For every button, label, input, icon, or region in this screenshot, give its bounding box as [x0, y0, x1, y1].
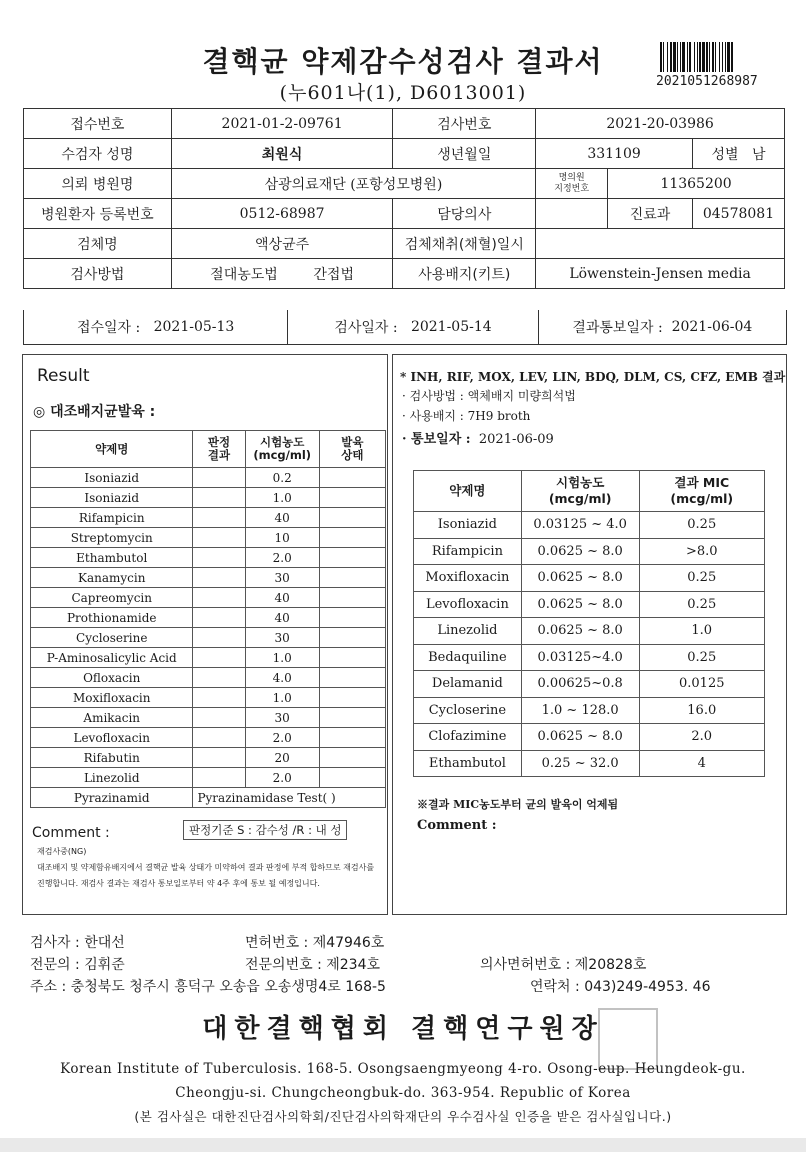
mic-row [414, 538, 765, 565]
mic-cell-mic: 4 [639, 750, 764, 777]
dob-label: 생년월일 [393, 139, 536, 169]
specimen: 액상균주 [171, 229, 393, 259]
cell-conc: 1.0 [245, 648, 319, 668]
mic-cell-mic: 0.25 [639, 512, 764, 539]
table-row [31, 728, 386, 748]
media: Löwenstein-Jensen media [536, 259, 785, 289]
patient-reg: 0512-68987 [171, 199, 393, 229]
institute-name: 대한결핵협회 결핵연구원장 [202, 1014, 604, 1044]
received-value: 2021-05-13 [153, 319, 235, 335]
mic-cell-drug: Bedaquiline [414, 644, 522, 671]
method [171, 259, 393, 289]
mic-row [414, 724, 765, 751]
mic-cell-range: 0.03125~4.0 [521, 644, 639, 671]
table-row [31, 708, 386, 728]
doctor [536, 199, 608, 229]
cell-conc: 4.0 [245, 668, 319, 688]
document-title: 결핵균 약제감수성검사 결과서 [202, 45, 604, 78]
mic-cell-mic: 1.0 [639, 618, 764, 645]
cell-drug: Ofloxacin [31, 668, 193, 688]
cell-drug: Isoniazid [31, 468, 193, 488]
tested-value: 2021-05-14 [410, 319, 492, 335]
mic-cell-drug: Cycloserine [414, 697, 522, 724]
cell-conc: 0.2 [245, 468, 319, 488]
cell-growth [319, 468, 385, 488]
cell-result [193, 748, 245, 768]
right-comment-label: Comment : [417, 818, 497, 833]
cell-result [193, 628, 245, 648]
cell-conc: 2.0 [245, 768, 319, 788]
designation-label-1: 명의원 [558, 172, 585, 183]
table-row [31, 748, 386, 768]
col-concentration: 시험농도 (mcg/ml) [245, 431, 319, 468]
license-no: 면허번호 : 제47946호 [245, 935, 385, 951]
cell-drug: Moxifloxacin [31, 688, 193, 708]
cell-growth [319, 568, 385, 588]
cell-result [193, 608, 245, 628]
mic-cell-mic: 0.0125 [639, 671, 764, 698]
cell-conc: 2.0 [245, 728, 319, 748]
cell-result [193, 528, 245, 548]
reported-date [539, 310, 786, 344]
col-growth: 발육 상태 [319, 431, 385, 468]
cell-growth [319, 548, 385, 568]
mic-row [414, 512, 765, 539]
designation-no: 11365200 [608, 169, 785, 199]
dept-label: 진료과 [608, 199, 693, 229]
bottom-margin [0, 1138, 806, 1152]
mic-cell-mic: >8.0 [639, 538, 764, 565]
mic-cell-range: 0.03125 ~ 4.0 [521, 512, 639, 539]
mic-col-range: 시험농도 (mcg/ml) [521, 471, 639, 512]
cell-growth [319, 628, 385, 648]
table-row [31, 688, 386, 708]
cell-result [193, 708, 245, 728]
cell-conc: 10 [245, 528, 319, 548]
cell-drug: Kanamycin [31, 568, 193, 588]
report-date-line [402, 428, 554, 447]
cell-conc: 1.0 [245, 688, 319, 708]
cell-drug: Streptomycin [31, 528, 193, 548]
table-row [31, 548, 386, 568]
patient-name: 최원식 [171, 139, 393, 169]
sex-label: 성별 [711, 146, 739, 163]
cell-conc: 40 [245, 508, 319, 528]
mic-row [414, 750, 765, 777]
cell-growth [319, 488, 385, 508]
pyrazinamid-cell: Pyrazinamid [31, 788, 193, 808]
receipt-no-label: 접수번호 [24, 109, 172, 139]
contact: 연락처 : 043)249-4953. 46 [530, 979, 711, 995]
table-row [31, 628, 386, 648]
judgement-legend: 판정기준 S : 감수성 /R : 내 성 [183, 820, 347, 840]
col-drug: 약제명 [31, 431, 193, 468]
cell-conc: 40 [245, 588, 319, 608]
cell-result [193, 668, 245, 688]
cell-drug: P-Aminosalicylic Acid [31, 648, 193, 668]
mic-row [414, 671, 765, 698]
test-no-label: 검사번호 [393, 109, 536, 139]
mic-cell-range: 0.0625 ~ 8.0 [521, 591, 639, 618]
dob: 331109 [536, 139, 693, 169]
institute-address-en-1: Korean Institute of Tuberculosis. 168-5. Osongsaengmyeong 4-ro. Osong-eup. Heungdeok-gu. [60, 1061, 746, 1077]
mic-row [414, 591, 765, 618]
reported-value: 2021-06-04 [671, 319, 753, 335]
retest-text: 대조배지 및 약제함유배지에서 결핵균 발육 상태가 미약하여 결과 판정에 부적 합하므로 재검사를 진행합니다. 재검사 결과는 재검사 통보일로부터 약 4주 후에 통보 될 예정입니다. [37, 863, 375, 888]
mic-col-drug: 약제명 [414, 471, 522, 512]
method-2: 간접법 [313, 266, 354, 283]
cell-result [193, 548, 245, 568]
cell-result [193, 768, 245, 788]
table-row [31, 648, 386, 668]
cell-result [193, 508, 245, 528]
left-comment-label: Comment : [32, 825, 110, 841]
cell-growth [319, 608, 385, 628]
received-date [24, 310, 288, 344]
pyrazinamidase-cell: Pyrazinamidase Test( ) [193, 788, 386, 808]
mic-cell-mic: 2.0 [639, 724, 764, 751]
mic-cell-mic: 0.25 [639, 565, 764, 592]
media-line: · 사용배지 : 7H9 broth [402, 409, 531, 423]
cell-drug: Amikacin [31, 708, 193, 728]
mic-cell-mic: 0.25 [639, 591, 764, 618]
mic-cell-range: 0.0625 ~ 8.0 [521, 724, 639, 751]
table-row [31, 768, 386, 788]
address: 주소 : 충청북도 청주시 흥덕구 오송읍 오송생명4로 168-5 [30, 979, 386, 995]
mic-cell-range: 1.0 ~ 128.0 [521, 697, 639, 724]
mic-row [414, 618, 765, 645]
mic-cell-drug: Levofloxacin [414, 591, 522, 618]
retest-title: 재검사중(NG) [37, 847, 87, 856]
cell-growth [319, 728, 385, 748]
mic-cell-drug: Clofazimine [414, 724, 522, 751]
mic-cell-drug: Moxifloxacin [414, 565, 522, 592]
cell-conc: 30 [245, 628, 319, 648]
cell-growth [319, 768, 385, 788]
dept: 04578081 [692, 199, 784, 229]
collection [536, 229, 785, 259]
mic-cell-range: 0.00625~0.8 [521, 671, 639, 698]
report-label: · 통보일자 : [402, 432, 471, 447]
cell-result [193, 688, 245, 708]
cell-growth [319, 508, 385, 528]
specimen-label: 검체명 [24, 229, 172, 259]
document-code: (누601나(1), D6013001) [279, 82, 527, 104]
method-label: 검사방법 [24, 259, 172, 289]
tested-label: 검사일자 : [334, 320, 398, 336]
control-growth-title: ◎ 대조배지균발육 : [33, 404, 156, 420]
media-label: 사용배지(키트) [393, 259, 536, 289]
hospital-label: 의뢰 병원명 [24, 169, 172, 199]
table-row [31, 468, 386, 488]
designation-label-2: 지정번호 [554, 183, 590, 194]
cell-growth [319, 588, 385, 608]
mic-footnote: ※결과 MIC농도부터 균의 발육이 억제됨 [417, 798, 619, 811]
received-label: 접수일자 : [76, 320, 141, 336]
patient-name-label: 수검자 성명 [24, 139, 172, 169]
mic-cell-drug: Isoniazid [414, 512, 522, 539]
method-line: · 검사방법 : 액체배지 미량희석법 [402, 389, 576, 403]
dates-row [23, 310, 787, 345]
cell-conc: 20 [245, 748, 319, 768]
patient-reg-label: 병원환자 등록번호 [24, 199, 172, 229]
mic-cell-drug: Ethambutol [414, 750, 522, 777]
certification-note: (본 검사실은 대한진단검사의학회/진단검사의학재단의 우수검사실 인증을 받은 검사실입니다.) [134, 1109, 672, 1124]
barcode-number: 2021051268987 [656, 74, 758, 89]
collection-label: 검체채취(채혈)일시 [393, 229, 536, 259]
specialist-no: 전문의번호 : 제234호 [245, 957, 381, 973]
cell-growth [319, 668, 385, 688]
cell-result [193, 728, 245, 748]
mic-col-result: 결과 MIC (mcg/ml) [639, 471, 764, 512]
barcode [660, 42, 778, 72]
cell-result [193, 588, 245, 608]
cell-conc: 30 [245, 708, 319, 728]
mic-cell-mic: 0.25 [639, 644, 764, 671]
doctor-label: 담당의사 [393, 199, 536, 229]
mic-cell-range: 0.0625 ~ 8.0 [521, 565, 639, 592]
cell-result [193, 488, 245, 508]
designation-label [536, 169, 608, 199]
method-1: 절대농도법 [210, 266, 278, 283]
table-row [31, 488, 386, 508]
cell-drug: Ethambutol [31, 548, 193, 568]
cell-drug: Levofloxacin [31, 728, 193, 748]
cell-result [193, 568, 245, 588]
mic-table [413, 470, 765, 777]
cell-result [193, 648, 245, 668]
result-label: Result [37, 366, 90, 386]
sex: 남 [751, 146, 766, 163]
doctor-license-no: 의사면허번호 : 제20828호 [480, 957, 647, 973]
examiner: 검사자 : 한대선 [30, 935, 125, 951]
tested-date [288, 310, 538, 344]
absolute-concentration-table [30, 430, 386, 808]
cell-conc: 30 [245, 568, 319, 588]
hospital: 삼광의료재단 (포항성모병원) [171, 169, 535, 199]
cell-conc: 40 [245, 608, 319, 628]
patient-info-table [23, 108, 785, 289]
mic-cell-mic: 16.0 [639, 697, 764, 724]
cell-growth [319, 648, 385, 668]
table-row [31, 668, 386, 688]
cell-growth [319, 708, 385, 728]
tested-drugs-line: * INH, RIF, MOX, LEV, LIN, BDQ, DLM, CS, CFZ, EMB 결과 [400, 370, 786, 384]
cell-drug: Capreomycin [31, 588, 193, 608]
cell-result [193, 468, 245, 488]
col-result: 판정 결과 [193, 431, 245, 468]
cell-growth [319, 528, 385, 548]
cell-drug: Isoniazid [31, 488, 193, 508]
cell-drug: Rifampicin [31, 508, 193, 528]
table-row [31, 588, 386, 608]
cell-drug: Cycloserine [31, 628, 193, 648]
mic-cell-range: 0.0625 ~ 8.0 [521, 618, 639, 645]
receipt-no: 2021-01-2-09761 [171, 109, 393, 139]
cell-growth [319, 688, 385, 708]
sex-cell [692, 139, 784, 169]
cell-drug: Rifabutin [31, 748, 193, 768]
mic-cell-range: 0.25 ~ 32.0 [521, 750, 639, 777]
mic-cell-drug: Rifampicin [414, 538, 522, 565]
table-row [31, 568, 386, 588]
mic-cell-drug: Delamanid [414, 671, 522, 698]
cell-drug: Linezolid [31, 768, 193, 788]
mic-cell-drug: Linezolid [414, 618, 522, 645]
specialist: 전문의 : 김휘준 [30, 957, 125, 973]
table-row [31, 608, 386, 628]
reported-label: 결과통보일자 : [572, 320, 663, 336]
table-row [31, 508, 386, 528]
table-row [31, 528, 386, 548]
test-no: 2021-20-03986 [536, 109, 785, 139]
institute-address-en-2: Cheongju-si. Chungcheongbuk-do. 363-954. Republic of Korea [175, 1085, 631, 1101]
report-date: 2021-06-09 [478, 432, 554, 447]
mic-row [414, 697, 765, 724]
mic-cell-range: 0.0625 ~ 8.0 [521, 538, 639, 565]
cell-conc: 1.0 [245, 488, 319, 508]
cell-drug: Prothionamide [31, 608, 193, 628]
cell-growth [319, 748, 385, 768]
mic-row [414, 565, 765, 592]
mic-row [414, 644, 765, 671]
cell-conc: 2.0 [245, 548, 319, 568]
